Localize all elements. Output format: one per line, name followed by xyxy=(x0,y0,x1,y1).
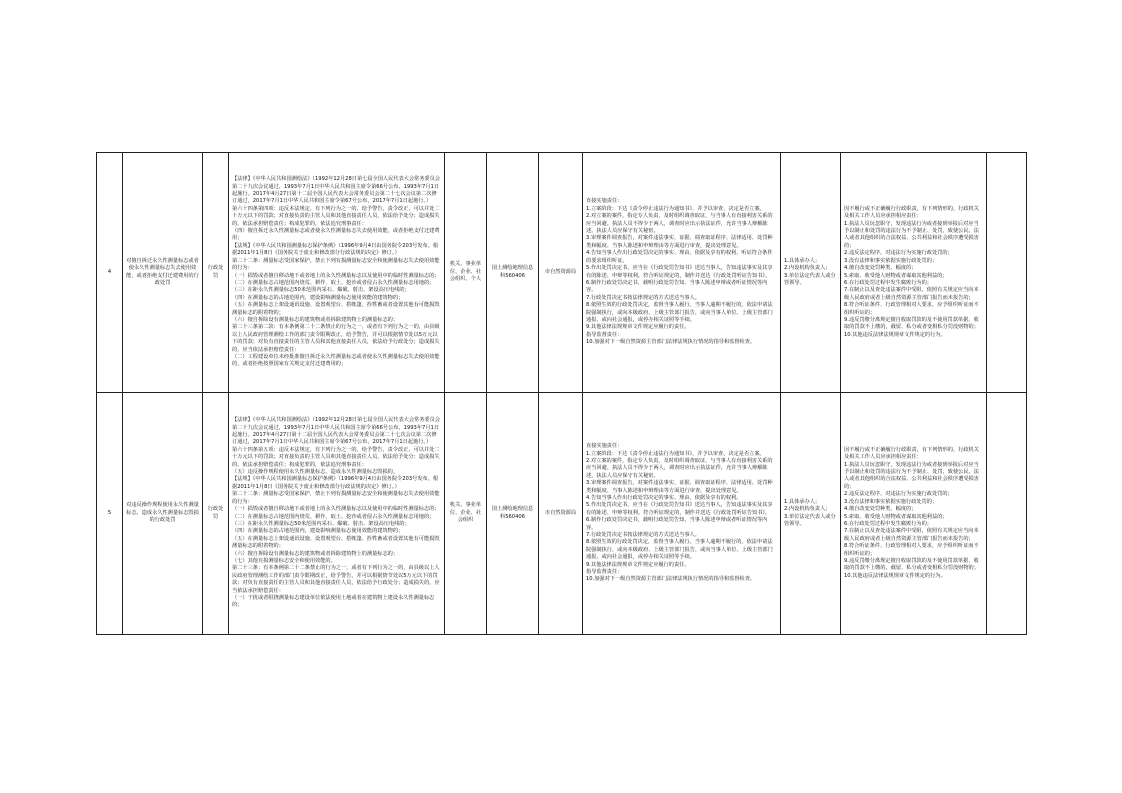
basis-line: 第六十四条第四项：违反本法规定，有下列行为之一的，给予警告，责令改正，可以并处二十万元以下的罚款；对直接负责的主管人员和其他直接责任人员，依法给予处分；造成损失的，依法承担赔偿责任；构成犯罪的，依法追究刑事责任： xyxy=(232,205,440,227)
basis-line: 第六十四条第五项：违反本法规定，有下列行为之一的，给予警告，责令改正，可以并处二十万元以下的罚款；对直接负责的主管人员和其他直接责任人员，依法给予处分；造成损失的，依法承担赔偿责任；构成犯罪的，依法追究刑事责任： xyxy=(232,446,440,468)
remark-cell xyxy=(987,153,1027,393)
category-cell-text: 行政处罚 xyxy=(207,506,224,520)
legal-basis-cell xyxy=(229,393,445,635)
subject-cell-text: 机关、事业单位、企业、社会组织 xyxy=(449,502,482,524)
responsible-cell xyxy=(781,393,841,635)
table-row xyxy=(97,153,1027,393)
accountability-line: 6.在行政处罚过程中发生腐败行为的； xyxy=(844,520,932,527)
responsible-line: 1.具体承办人； xyxy=(784,257,821,264)
accountability-line: 4.擅自改变处罚种类、幅度的； xyxy=(844,265,917,272)
duty-line: 8.依照生效的行政处罚决定，监督当事人履行。当事人逾期不履行的，依法申请法院强制执行，或向本级政府、上级主管部门报告，或向当事人单位、上级主管部门通报，或向社会通报，或停办相关证照等手续。 xyxy=(586,539,773,561)
basis-line: （七）其他有损测量标志安全和使用效能的。 xyxy=(232,557,336,564)
duty-line: 9.其他法律法规规章文件规定应履行的责任。 xyxy=(586,561,690,568)
accountability-line: 7.在制止以及查处违法案件中受阻，依照有关规定应当向本级人民政府或者上级自然资源主管部门报告而未报告的； xyxy=(844,528,979,542)
accountability-line: 6.在行政处罚过程中发生腐败行为的； xyxy=(844,279,932,286)
category-cell xyxy=(203,393,229,635)
basis-line: （五）在测量标志上架设通讯设施、设置观望台、搭帐篷、拴牲畜或者设置其他有可能损毁测量标志的附着物的； xyxy=(232,302,440,316)
basis-line: （二）工程建设单位未经批准擅自拆迁永久性测量标志或者使永久性测量标志失去使用效能的，或者拒绝按照国家有关规定支付迁建费用的； xyxy=(232,353,440,368)
responsible-line: 2.内设机构负责人； xyxy=(784,265,831,272)
duty-cell xyxy=(583,393,781,635)
accountability-line: 因不履行或不正确履行行政职责，有下列情形的，行政机关及相关工作人员应承担相应责任： xyxy=(844,205,979,220)
basis-line: （二）在测量标志占地范围内烧荒、耕作、取土、挖沙或者侵占永久性测量标志用地的； xyxy=(232,513,435,520)
basis-line: （三）在距永久性测量标志50米范围内采石、爆破、射击、架设高压电线的； xyxy=(232,287,410,294)
responsible-line: 2.内设机构负责人； xyxy=(784,506,831,513)
source-cell-text: 国土测绘地理信息科560406 xyxy=(491,506,534,520)
basis-line: 【法律】《中华人民共和国测绘法》（1992年12月28日第七届全国人民代表大会常务委员会第二十九次会议通过，1993年7月1日中华人民共和国主席令第66号公布，1993年7月1日起施行。2017年4月27日第十二届全国人民代表大会常务委员会第二十七次会议第二次修订通过，2017年7月1日中华人民共和国主席令第67号公布，2017年7月1日起施行。） xyxy=(232,176,440,205)
basis-line: （一）损毁或者擅自移动地下或者地上的永久性测量标志以及使用中的临时性测量标志的； xyxy=(232,506,440,513)
basis-line: （四）在测量标志的占地范围内，建设影响测量标志使用效能的建筑物的； xyxy=(232,294,404,301)
duty-line: 9.其他法律法规规章文件规定应履行的责任。 xyxy=(586,324,690,331)
accountability-line: 2.违反法定程序，对违法行为实施行政处罚的； xyxy=(844,250,953,257)
accountability-line: 3.没有法律和事实依据实施行政处罚的； xyxy=(844,257,938,264)
accountability-line: 因不履行或不正确履行行政职责，有下列情形的，行政机关及相关工作人员应承担相应责任： xyxy=(844,446,979,461)
department-cell xyxy=(539,153,583,393)
responsible-line: 3.单位法定代表人或分管领导。 xyxy=(784,272,836,286)
accountability-line: 7.在制止以及查处违法案件中受阻，依照有关规定应当向本级人民政府或者上级自然资源主管部门报告而未报告的； xyxy=(844,287,979,301)
power-list-table xyxy=(96,152,1027,635)
duty-line: 10.加强对下一级自然资源主管部门法律法规执行情况的指导和监督检查。 xyxy=(586,576,756,583)
duty-line: 8.依照生效的行政处罚决定，监督当事人履行。当事人逾期不履行的，依法申请法院强制执行，或向本级政府、上级主管部门报告，或向当事人单位、上级主管部门通报，或向社会通报，或停办相关证照等手续。 xyxy=(586,302,773,323)
duty-line: 4.告知当事人作出行政处罚决定的事实、理由、依据及享有的权利，听证符合条件的要求组织听证。 xyxy=(586,250,773,264)
basis-line: （一）损毁或者擅自移动地下或者地上的永久性测量标志以及使用中的临时性测量标志的； xyxy=(232,272,440,279)
basis-line: 【法规】《中华人民共和国测量标志保护条例》（1996年9月4日由国务院令203号发布。根据2011年1月8日《国务院关于废止和修改部分行政法规的决定》修订。） xyxy=(232,242,439,257)
accountability-line: 5.索取、收受他人财物或者谋取其他利益的； xyxy=(844,272,948,279)
row-number-cell-text: 5 xyxy=(107,509,112,516)
basis-line: 【法规】《中华人民共和国测量标志保护条例》（1996年9月4日由国务院令203号发布。根据2011年1月8日《国务院关于废止和修改部分行政法规的决定》修订。） xyxy=(232,476,439,490)
accountability-line: 10.其他违反法律法规规章文件规定的行为。 xyxy=(844,331,946,338)
category-cell-text: 行政处罚 xyxy=(207,265,224,279)
category-cell xyxy=(203,153,229,393)
basis-line: （一）干扰或者阻挠测量标志建设单位依法使用土地或者在建筑物上建设永久性测量标志的； xyxy=(232,594,435,609)
item-name-cell-text: 对违反操作规程使用永久性测量标志，造成永久性测量标志毁损的行政处罚 xyxy=(126,502,199,524)
accountability-line: 2.违反法定程序，对违法行为实施行政处罚的； xyxy=(844,491,953,498)
duty-line: 2.对立案的案件，指定专人负责，及时组织调查取证，与当事人有直接利害关系的应当回避。执法人员不得少于两人，调查时应出示执法证件，允许当事人辩解陈述。执法人员应保守有关秘密。 xyxy=(586,457,773,479)
accountability-line: 3.没有法律和事实依据实施行政处罚的； xyxy=(844,498,938,505)
basis-line: （五）在测量标志上架设通讯设施、设置观望台、搭帐篷、拴牲畜或者设置其他有可能损毁测量标志的附着物的； xyxy=(232,535,440,550)
duty-line: 指导监督责任： xyxy=(586,569,623,576)
accountability-line: 10.其他违反法律法规规章文件规定的行为。 xyxy=(844,572,946,579)
responsible-line: 1.具体承办人； xyxy=(784,498,821,505)
basis-line: （二）在测量标志占地范围内烧荒、耕作、取土、挖沙或者侵占永久性测量标志用地的； xyxy=(232,279,435,286)
basis-line: （六）擅自拆除设有测量标志的建筑物或者拆除建筑物上的测量标志的； xyxy=(232,316,399,323)
source-cell xyxy=(487,153,539,393)
subject-cell xyxy=(445,393,487,635)
basis-line: 【法律】《中华人民共和国测绘法》（1992年12月28日第七届全国人民代表大会常务委员会第二十九次会议通过，1993年7月1日中华人民共和国主席令第66号公布，1993年7月1日起施行。2017年4月27日第十二届全国人民代表大会常务委员会第二十七次会议第二次修订通过，2017年7月1日中华人民共和国主席令第67号公布，2017年7月1日起施行。） xyxy=(232,417,440,446)
basis-line: 第二十三条：有本条例第二十二条禁止的行为之一，或者有下列行为之一的，由县级以上人民政府管理测绘工作的部门责令限期改正，给予警告，并可以根据情节处以5万元以下的罚款；对负有直接责任的主管人员和其他直接责任人员，依法给予行政处分；造成损失的，应当依法承担赔偿责任： xyxy=(232,565,440,594)
accountability-line: 9.违反罚缴分离规定擅自收取罚款的及不使用罚款单据、收取的罚款不上缴的，截留、私分或者变相私分罚没财物的； xyxy=(844,316,979,331)
department-cell-text: 市自然资源局 xyxy=(544,268,577,275)
duty-line: 4.告知当事人作出行政处罚决定的事实、理由、依据及享有的权利。 xyxy=(586,494,742,501)
basis-line: （六）擅自拆除设有测量标志的建筑物或者拆除建筑物上的测量标志的； xyxy=(232,550,399,557)
duty-line: 10.加强对下一级自然资源主管部门法律法规执行情况的指导和监督检查。 xyxy=(586,339,756,346)
duty-line: 直接实施责任： xyxy=(586,198,623,205)
duty-line: 1.立案阶段：下达《责令停止违法行为通知书》，并予以审查，决定是否立案。 xyxy=(586,205,765,212)
source-cell xyxy=(487,393,539,635)
row-number-cell xyxy=(97,153,123,393)
duty-line: 5.作出处罚决定书，应当在《行政处罚告知书》送达当事人，告知违法事实及其享有的陈述、申辩等权利。符合听证规定的，制作并送达《行政处罚听证告知书》。 xyxy=(586,265,773,279)
accountability-line: 9.违反罚缴分离规定擅自收取罚款的及不使用罚款单据、收取的罚款不上缴的，截留、私分或者变相私分罚没财物的； xyxy=(844,557,979,572)
subject-cell-text: 机关、事业单位、企业、社会组织、个人 xyxy=(449,261,482,283)
table-body xyxy=(97,153,1027,635)
item-name-cell-text: 对擅自拆迁永久性测量标志或者使永久性测量标志失去使用效能，或者拒绝支付迁建费用的行政处罚 xyxy=(126,257,199,286)
accountability-line: 1.执法人员玩忽职守，发现违法行为或者接到举报后对应当予以制止和处罚的违法行为不予制止、处罚，致使公民、法人或者其他组织的合法权益、公共利益和社会秩序遭受损害的； xyxy=(844,220,979,249)
accountability-line: 5.索取、收受他人财物或者谋取其他利益的； xyxy=(844,513,948,520)
row-number-cell xyxy=(97,393,123,635)
item-name-cell xyxy=(123,393,203,635)
responsible-line: 3.单位法定代表人或分管领导。 xyxy=(784,513,836,527)
duty-cell xyxy=(583,153,781,393)
department-cell xyxy=(539,393,583,635)
responsible-cell xyxy=(781,153,841,393)
remark-cell xyxy=(987,393,1027,635)
basis-line: （四）擅自拆迁永久性测量标志或者使永久性测量标志失去使用效能，或者拒绝支付迁建费用； xyxy=(232,228,440,242)
duty-line: 6.制作行政处罚决定书，载明行政处罚告知、当事人陈述申辩或者听证情况等内容。 xyxy=(586,279,768,294)
item-name-cell xyxy=(123,153,203,393)
table-row xyxy=(97,393,1027,635)
accountability-line: 8.符合听证条件、行政管理相对人要求，应予组织听证而不组织听证的； xyxy=(844,543,979,557)
accountability-cell xyxy=(841,153,987,393)
duty-line: 7.行政处罚决定书按法律规定的方式送达当事人。 xyxy=(586,294,700,301)
accountability-line: 8.符合听证条件、行政管理相对人要求，应予组织听证而不组织听证的； xyxy=(844,302,979,316)
duty-line: 6.制作行政处罚决定书，载明行政处罚告知、当事人陈述申辩或者听证情况等内容。 xyxy=(586,517,768,531)
basis-line: （三）在距永久性测量标志50米范围内采石、爆破、射击、架设高压电线的； xyxy=(232,520,410,527)
legal-basis-cell xyxy=(229,153,445,393)
accountability-cell xyxy=(841,393,987,635)
department-cell-text: 市自然资源局 xyxy=(544,509,577,516)
duty-line: 5.作出处罚决定书，应当在《行政处罚告知书》送达当事人，告知违法事实及其享有的陈述、申辩等权利。符合听证规定的，制作并送达《行政处罚听证告知书》。 xyxy=(586,502,773,516)
subject-cell xyxy=(445,153,487,393)
duty-line: 直接实施责任： xyxy=(586,443,623,450)
basis-line: （四）在测量标志的占地范围内，建设影响测量标志使用效能的建筑物的； xyxy=(232,528,404,535)
duty-line: 2.对立案的案件，指定专人负责，及时组织调查取证，与当事人有直接利害关系的应当回避。执法人员不得少于两人，调查时应出示执法证件，允许当事人辩解陈述。执法人员应保守有关秘密。 xyxy=(586,213,773,235)
basis-line: 第二十二条：测量标志受国家保护，禁止下列有损测量标志安全和使测量标志失去使用效能的行为： xyxy=(232,491,440,505)
basis-line: 第二十二条：测量标志受国家保护，禁止下列有损测量标志安全和使测量标志失去使用效能的行为： xyxy=(232,257,440,272)
accountability-line: 1.执法人员玩忽职守，发现违法行为或者接到举报后对应当予以制止和处罚的违法行为不予制止、处罚，致使公民、法人或者其他组织的合法权益、公共利益和社会秩序遭受损害的； xyxy=(844,461,979,490)
source-cell-text: 国土测绘地理信息科560406 xyxy=(491,265,534,279)
duty-line: 指导监督责任： xyxy=(586,331,623,338)
accountability-line: 4.擅自改变处罚种类、幅度的； xyxy=(844,506,917,513)
duty-line: 3.审理案件调查报告，对案件违法事实、证据、调查取证程序、法律适用、处罚种类和幅度、当事人陈述和申辩理由等方面进行审查，提出处理意见。 xyxy=(586,235,773,249)
duty-line: 1.立案阶段：下达《责令停止违法行为通知书》，并予以审查，决定是否立案。 xyxy=(586,450,765,457)
basis-line: （五）违反操作规程使用永久性测量标志，造成永久性测量标志毁损的。 xyxy=(232,469,399,476)
duty-line: 3.审理案件调查报告，对案件违法事实、证据、调查取证程序、法律适用、处罚种类和幅度、当事人陈述和申辩理由等方面进行审查，提出处理意见。 xyxy=(586,480,773,494)
basis-line: 第二十三条第二款：有本条例第二十二条禁止的行为之一，或者有下列行为之一的，由县级以上人民政府管理测绘工作的部门责令限期改正，给予警告，并可以根据情节处以5万元以下的罚款；对负有直接责任的主管人员和其他直接责任人员，依法给予行政处分；造成损失的，应当依法承担赔偿责任： xyxy=(232,324,440,353)
row-number-cell-text: 4 xyxy=(107,268,112,275)
duty-line: 7.行政处罚决定书按法律规定的方式送达当事人。 xyxy=(586,532,700,539)
